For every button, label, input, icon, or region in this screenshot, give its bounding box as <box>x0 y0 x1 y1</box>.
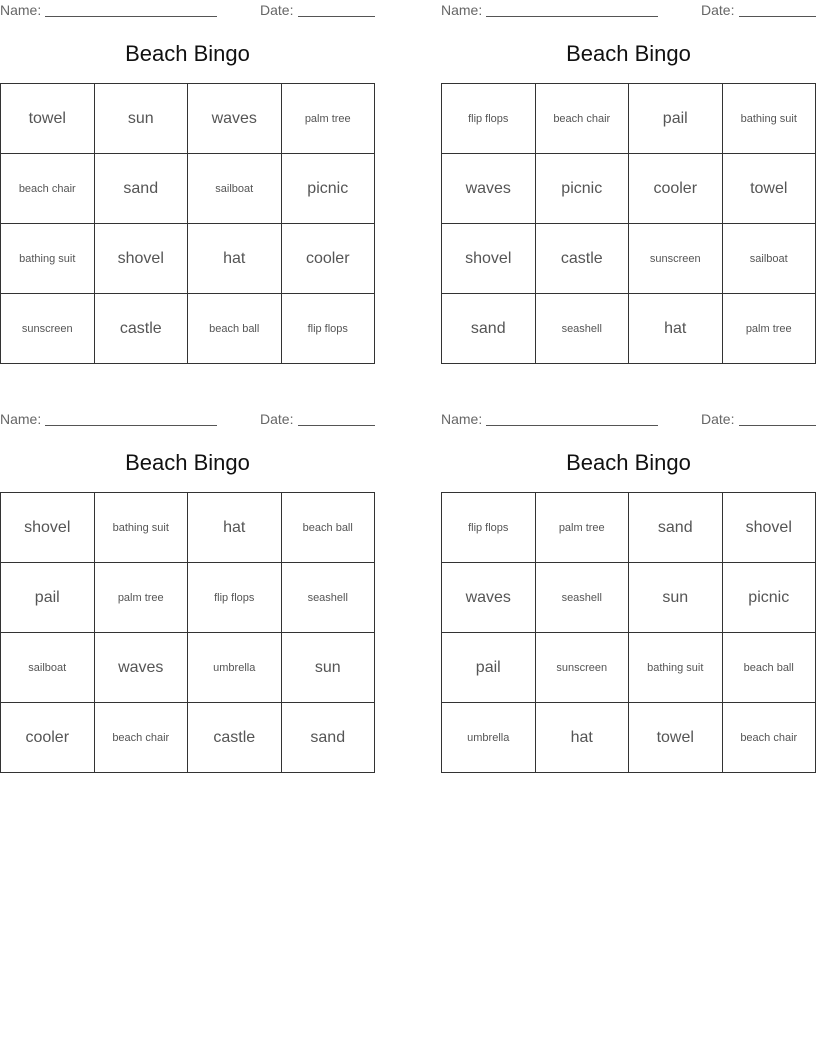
grid-row <box>1 493 375 563</box>
bingo-cell: waves <box>188 84 282 154</box>
bingo-cell: castle <box>535 224 629 294</box>
grid-row <box>1 703 375 773</box>
grid-row <box>442 563 816 633</box>
date-blank-line <box>298 425 375 426</box>
bingo-cell: castle <box>188 703 282 773</box>
bingo-cell: sand <box>94 154 188 224</box>
bingo-cell: sand <box>281 703 375 773</box>
bingo-cell: towel <box>1 84 95 154</box>
card-header-fields <box>0 409 375 431</box>
bingo-cell: cooler <box>281 224 375 294</box>
bingo-cell: shovel <box>1 493 95 563</box>
bingo-cell: hat <box>535 703 629 773</box>
bingo-cell: waves <box>442 154 536 224</box>
bingo-cell: castle <box>94 294 188 364</box>
grid-row <box>442 154 816 224</box>
bingo-cell: cooler <box>1 703 95 773</box>
bingo-cell: flip flops <box>442 84 536 154</box>
bingo-cell: waves <box>442 563 536 633</box>
bingo-cell: picnic <box>722 563 816 633</box>
name-label: Name: <box>0 2 42 18</box>
bingo-cell: sun <box>629 563 723 633</box>
grid-row <box>1 224 375 294</box>
grid-row <box>442 84 816 154</box>
bingo-grid <box>441 492 816 773</box>
bingo-cell: umbrella <box>188 633 282 703</box>
bingo-cell: hat <box>629 294 723 364</box>
bingo-cell: beach chair <box>722 703 816 773</box>
bingo-grid <box>0 492 375 773</box>
name-blank-line <box>45 425 217 426</box>
card-title: Beach Bingo <box>566 41 691 66</box>
bingo-cell: shovel <box>94 224 188 294</box>
date-label: Date: <box>260 411 294 427</box>
grid-row <box>1 84 375 154</box>
date-label: Date: <box>701 411 735 427</box>
bingo-cell: beach chair <box>535 84 629 154</box>
bingo-cell: sailboat <box>1 633 95 703</box>
card-header-fields <box>441 0 816 22</box>
bingo-grid <box>441 83 816 364</box>
grid-row <box>442 633 816 703</box>
bingo-card-4 <box>441 409 816 746</box>
date-label: Date: <box>260 2 294 18</box>
card-title: Beach Bingo <box>125 41 250 66</box>
bingo-cell: pail <box>1 563 95 633</box>
date-blank-line <box>298 16 375 17</box>
card-title: Beach Bingo <box>125 450 250 475</box>
bingo-cell: seashell <box>281 563 375 633</box>
card-header-fields <box>441 409 816 431</box>
bingo-cell: sunscreen <box>1 294 95 364</box>
bingo-cell: palm tree <box>535 493 629 563</box>
bingo-cell: seashell <box>535 563 629 633</box>
bingo-cell: hat <box>188 224 282 294</box>
bingo-cell: palm tree <box>722 294 816 364</box>
name-label: Name: <box>0 411 42 427</box>
bingo-cell: pail <box>629 84 723 154</box>
bingo-cell: flip flops <box>188 563 282 633</box>
bingo-cell: bathing suit <box>1 224 95 294</box>
bingo-cell: shovel <box>722 493 816 563</box>
grid-row <box>1 633 375 703</box>
card-header-fields <box>0 0 375 22</box>
bingo-cell: seashell <box>535 294 629 364</box>
bingo-cell: bathing suit <box>722 84 816 154</box>
bingo-cell: palm tree <box>94 563 188 633</box>
bingo-cell: sailboat <box>722 224 816 294</box>
bingo-card-2 <box>441 0 816 337</box>
bingo-cell: sand <box>629 493 723 563</box>
bingo-cell: beach ball <box>188 294 282 364</box>
bingo-cell: cooler <box>629 154 723 224</box>
name-blank-line <box>486 425 658 426</box>
bingo-cell: umbrella <box>442 703 536 773</box>
name-label: Name: <box>441 411 483 427</box>
grid-row <box>442 703 816 773</box>
grid-row <box>1 294 375 364</box>
date-blank-line <box>739 425 816 426</box>
bingo-cell: sailboat <box>188 154 282 224</box>
bingo-card-1 <box>0 0 375 337</box>
bingo-cell: shovel <box>442 224 536 294</box>
bingo-cell: sun <box>281 633 375 703</box>
name-blank-line <box>486 16 658 17</box>
bingo-cell: towel <box>722 154 816 224</box>
bingo-cell: beach ball <box>281 493 375 563</box>
bingo-cell: picnic <box>535 154 629 224</box>
bingo-grid <box>0 83 375 364</box>
grid-row <box>442 294 816 364</box>
grid-row <box>442 224 816 294</box>
name-blank-line <box>45 16 217 17</box>
bingo-cell: palm tree <box>281 84 375 154</box>
date-label: Date: <box>701 2 735 18</box>
bingo-cell: beach chair <box>94 703 188 773</box>
bingo-cell: flip flops <box>442 493 536 563</box>
grid-row <box>442 493 816 563</box>
grid-row <box>1 563 375 633</box>
grid-row <box>1 154 375 224</box>
date-blank-line <box>739 16 816 17</box>
bingo-cell: waves <box>94 633 188 703</box>
bingo-cell: flip flops <box>281 294 375 364</box>
bingo-cell: beach ball <box>722 633 816 703</box>
bingo-cell: beach chair <box>1 154 95 224</box>
bingo-cell: towel <box>629 703 723 773</box>
bingo-card-3 <box>0 409 375 746</box>
bingo-cell: sun <box>94 84 188 154</box>
card-title: Beach Bingo <box>566 450 691 475</box>
name-label: Name: <box>441 2 483 18</box>
bingo-cell: hat <box>188 493 282 563</box>
bingo-cell: bathing suit <box>629 633 723 703</box>
bingo-cell: bathing suit <box>94 493 188 563</box>
bingo-cell: sand <box>442 294 536 364</box>
bingo-cell: pail <box>442 633 536 703</box>
bingo-cell: sunscreen <box>535 633 629 703</box>
bingo-cell: picnic <box>281 154 375 224</box>
bingo-cell: sunscreen <box>629 224 723 294</box>
